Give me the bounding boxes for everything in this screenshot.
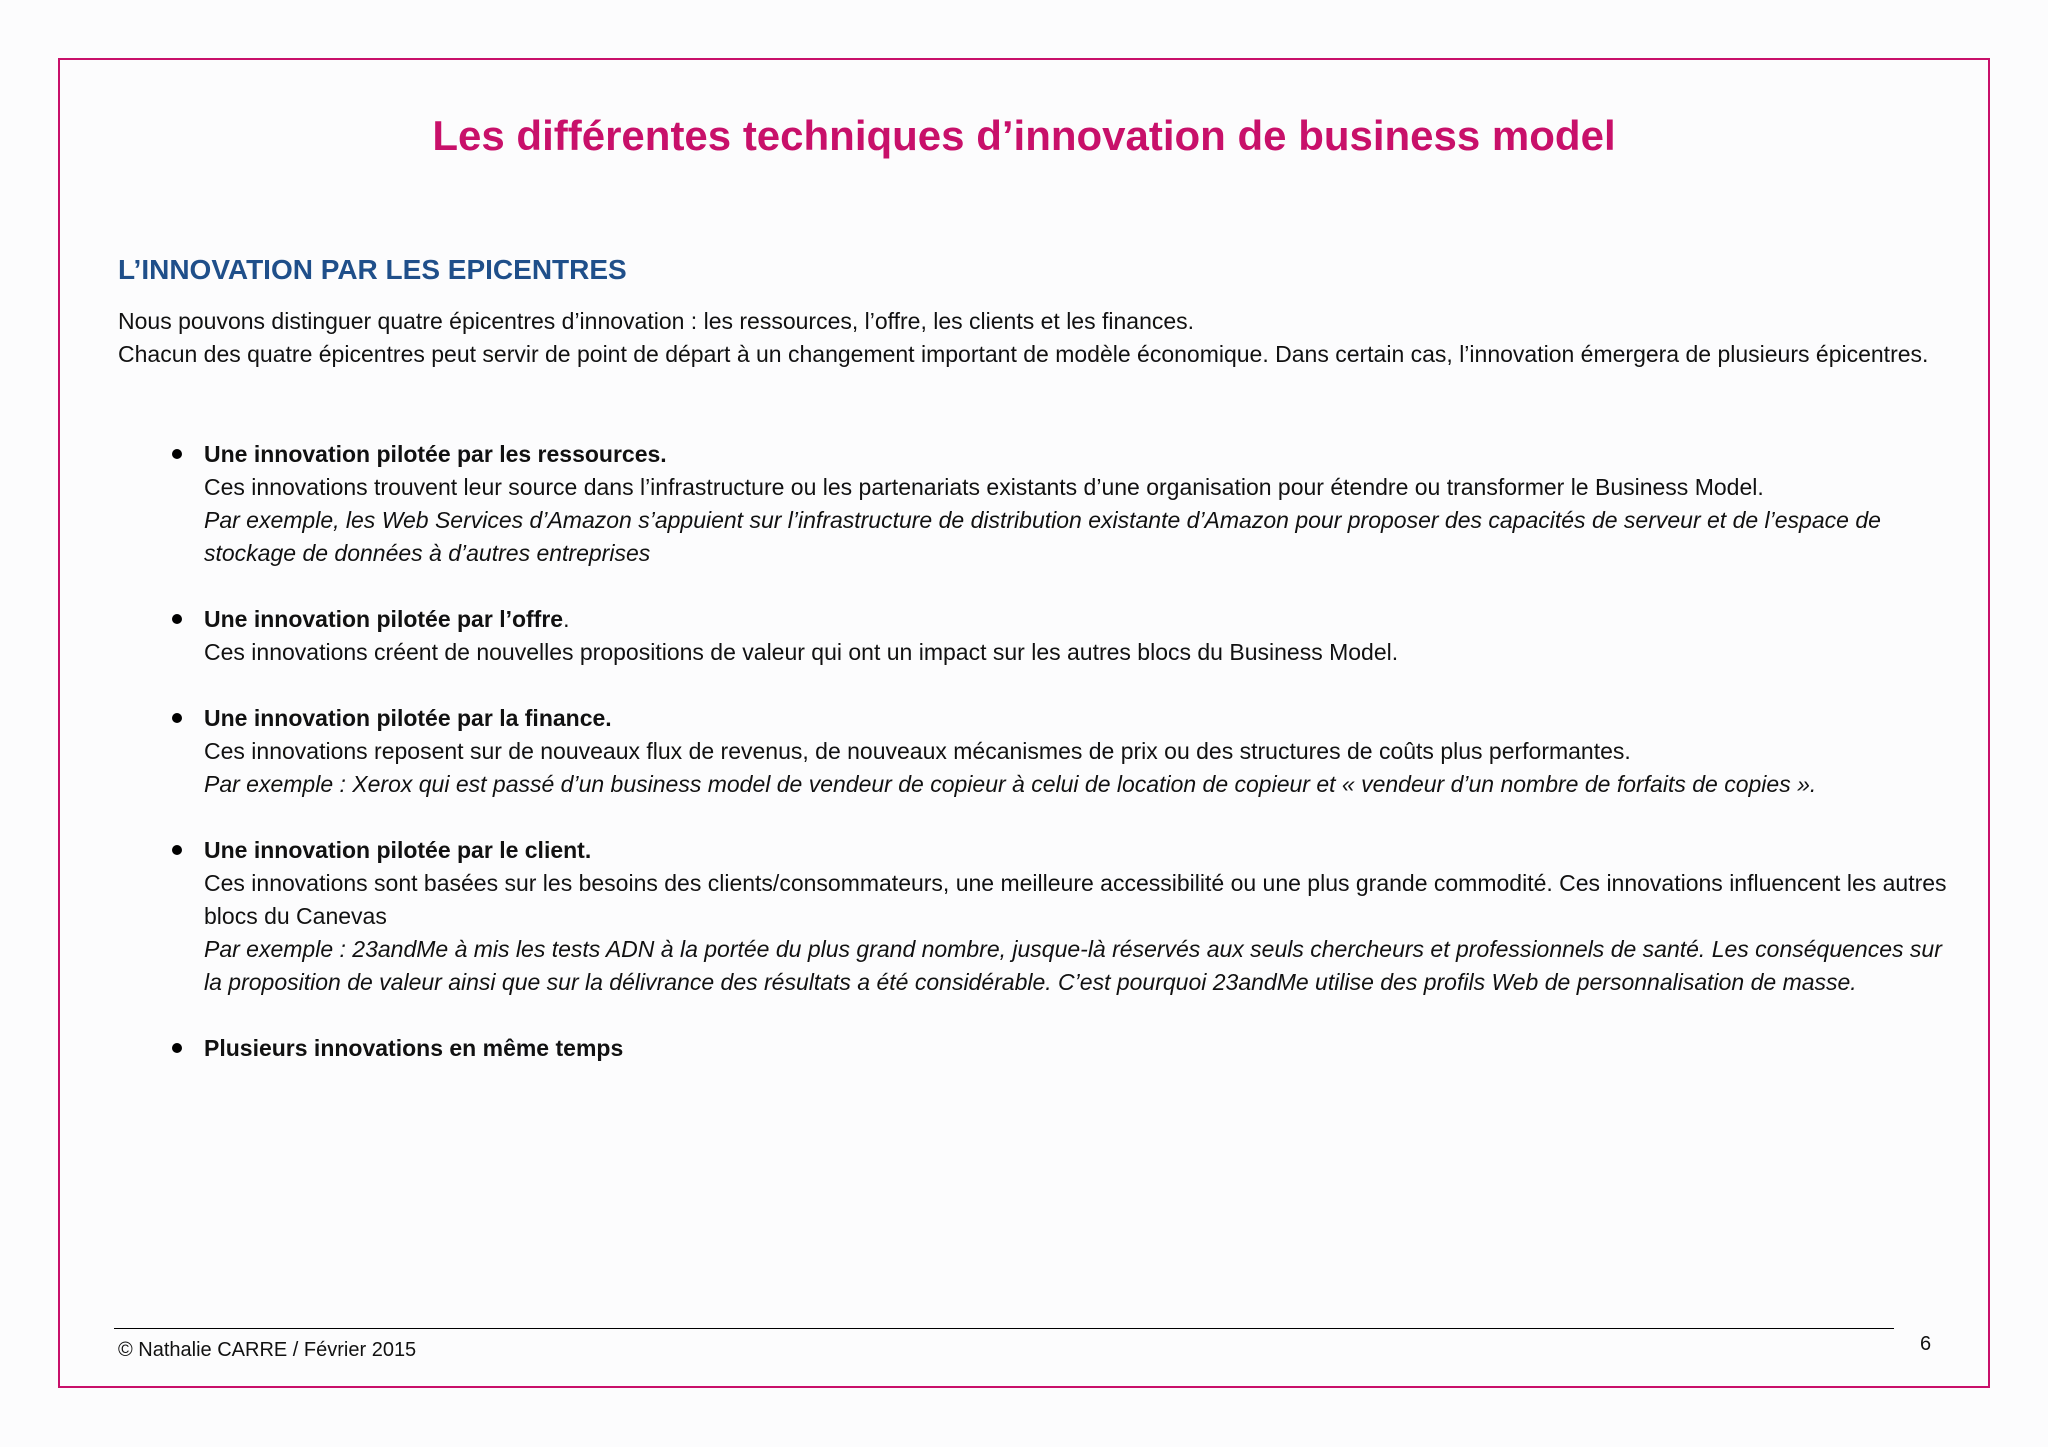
bullet-example: Par exemple : 23andMe à mis les tests ADN à la portée du plus grand nombre, jusque-là réservés aux seuls chercheurs et professionnels de santé. Les conséquences sur la proposition de valeur ainsi que sur la délivrance des résultats a été considérable. C’est pourquoi 23andMe utilise des profils Web de personnalisation de masse. [204, 936, 1942, 995]
footer-divider [114, 1328, 1894, 1329]
bullet-description: Ces innovations reposent sur de nouveaux flux de revenus, de nouveaux mécanismes de prix ou des structures de coûts plus performantes. [204, 738, 1631, 764]
bullet-title: Une innovation pilotée par la finance. [204, 705, 612, 731]
bullet-icon [172, 713, 182, 723]
list-item [118, 702, 1948, 801]
section-heading: L’INNOVATION PAR LES EPICENTRES [118, 254, 627, 285]
bullet-description: Ces innovations sont basées sur les besoins des clients/consommateurs, une meilleure accessibilité ou une plus grande commodité. Ces innovations influencent les autres blocs du Canevas [204, 870, 1947, 929]
bullet-title: Plusieurs innovations en même temps [204, 1035, 624, 1061]
list-item [118, 603, 1948, 669]
bullet-title: Une innovation pilotée par le client. [204, 837, 592, 863]
page-number: 6 [1920, 1333, 1932, 1355]
bullet-example: Par exemple : Xerox qui est passé d’un business model de vendeur de copieur à celui de location de copieur et « vendeur d’un nombre de forfaits de copies ». [204, 771, 1817, 797]
epicenter-list [118, 438, 1948, 1098]
bullet-icon [172, 449, 182, 459]
bullet-title-suffix: . [563, 606, 570, 632]
intro-paragraph: Nous pouvons distinguer quatre épicentres d’innovation : les ressources, l’offre, les clients et les finances. [118, 308, 1195, 334]
intro-paragraph: Chacun des quatre épicentres peut servir de point de départ à un changement important de modèle économique. Dans certain cas, l’innovation émergera de plusieurs épicentres. [118, 341, 1929, 367]
intro-text [118, 305, 1938, 371]
page-title: Les différentes techniques d’innovation de business model [432, 112, 1616, 159]
list-item [118, 1032, 1948, 1065]
bullet-icon [172, 614, 182, 624]
bullet-icon [172, 1043, 182, 1053]
list-item [118, 834, 1948, 999]
footer-copyright: © Nathalie CARRE / Février 2015 [118, 1339, 417, 1361]
bullet-description: Ces innovations trouvent leur source dans l’infrastructure ou les partenariats existants d’une organisation pour étendre ou transformer le Business Model. [204, 474, 1764, 500]
list-item [118, 438, 1948, 570]
bullet-title: Une innovation pilotée par l’offre [204, 606, 564, 632]
bullet-description: Ces innovations créent de nouvelles propositions de valeur qui ont un impact sur les autres blocs du Business Model. [204, 639, 1399, 665]
bullet-title: Une innovation pilotée par les ressources. [204, 441, 667, 467]
bullet-example: Par exemple, les Web Services d’Amazon s’appuient sur l’infrastructure de distribution existante d’Amazon pour proposer des capacités de serveur et de l’espace de stockage de données à d’autres entreprises [204, 507, 1881, 566]
bullet-icon [172, 845, 182, 855]
